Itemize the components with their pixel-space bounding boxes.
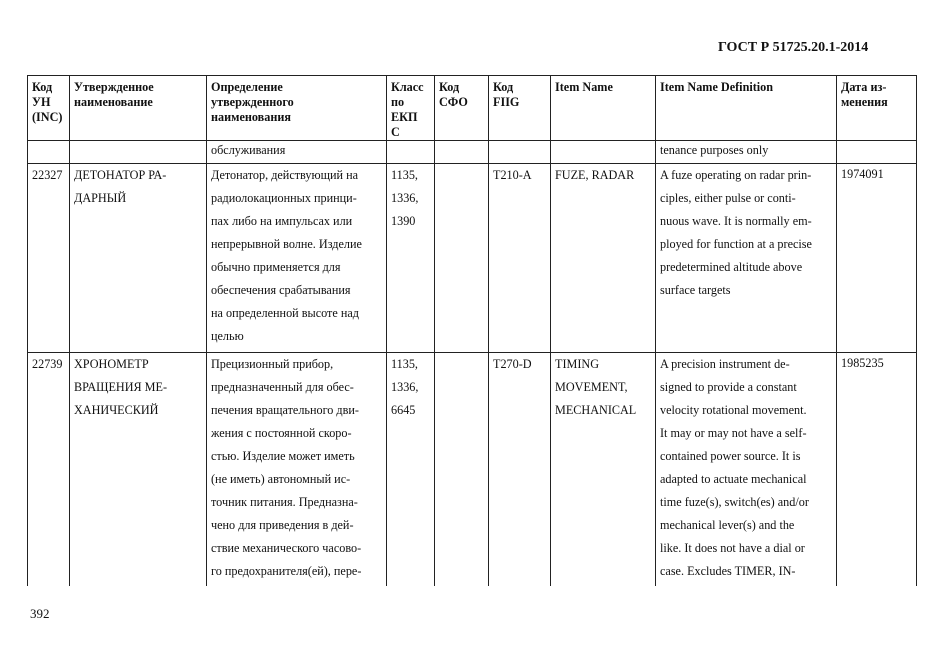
definition-en-cell: A fuze operating on radar prin- ciples, either pulse or conti- nuous wave. It is normally em- ployed for function at a precise predetermined altitude above surface targets: [656, 164, 837, 353]
header-item-name: Item Name: [551, 76, 656, 141]
name-ru-cell: ХРОНОМЕТР ВРАЩЕНИЯ МЕ- ХАНИЧЕСКИЙ: [70, 353, 207, 587]
definition-en-cell: tenance purposes only: [656, 141, 837, 164]
date-cell: 1985235: [837, 353, 917, 587]
table-row: [28, 353, 917, 587]
fiig-cell: T270-D: [489, 353, 551, 587]
code-sfo-cell: [435, 164, 489, 353]
item-name-cell: TIMING MOVEMENT, MECHANICAL: [551, 353, 656, 587]
catalog-table: [27, 75, 917, 586]
class-ekp-cell: 1135, 1336, 1390: [387, 164, 435, 353]
header-item-name-definition: Item Name Definition: [656, 76, 837, 141]
header-code-sfo: Код СФО: [435, 76, 489, 141]
header-code-un: Код УН (INC): [28, 76, 70, 141]
table-row: [28, 164, 917, 353]
header-approved-name: Утвержденное наименование: [70, 76, 207, 141]
class-ekp-cell: 1135, 1336, 6645: [387, 353, 435, 587]
code-cell: 22327: [28, 164, 70, 353]
header-definition: Определение утвержденного наименования: [207, 76, 387, 141]
definition-ru-cell: обслуживания: [207, 141, 387, 164]
definition-ru-cell: Детонатор, действующий на радиолокационных принци- пах либо на импульсах или непрерывной волне. Изделие обычно применяется для обеспечения срабатывания на определенной высоте над целью: [207, 164, 387, 353]
date-cell: 1974091: [837, 164, 917, 353]
header-change-date: Дата из- менения: [837, 76, 917, 141]
standard-designation: ГОСТ Р 51725.20.1-2014: [718, 40, 869, 55]
code-sfo-cell: [435, 353, 489, 587]
page-number: 392: [30, 606, 50, 621]
header-class-ekp: Класс по ЕКП С: [387, 76, 435, 141]
definition-ru-cell: Прецизионный прибор, предназначенный для обес- печения вращательного дви- жения с постоянной скоро- стью. Изделие может иметь (не иметь) автономный ис- точник питания. Предназна- чено для приведения в дей- ствие механического часово- го предохранителя(ей), пере-: [207, 353, 387, 587]
table-header-row: [28, 76, 917, 141]
code-cell: 22739: [28, 353, 70, 587]
fiig-cell: T210-A: [489, 164, 551, 353]
item-name-cell: FUZE, RADAR: [551, 164, 656, 353]
header-code-fiig: Код FIIG: [489, 76, 551, 141]
table-row-continuation: [28, 141, 917, 164]
definition-en-cell: A precision instrument de- signed to provide a constant velocity rotational movement. It may or may not have a self- contained power source. It is adapted to actuate mechanical time fuze(s), switch(es) and/or mechanical lever(s) and the like. It does not have a dial or case. Excludes TIMER, IN-: [656, 353, 837, 587]
name-ru-cell: ДЕТОНАТОР РА- ДАРНЫЙ: [70, 164, 207, 353]
